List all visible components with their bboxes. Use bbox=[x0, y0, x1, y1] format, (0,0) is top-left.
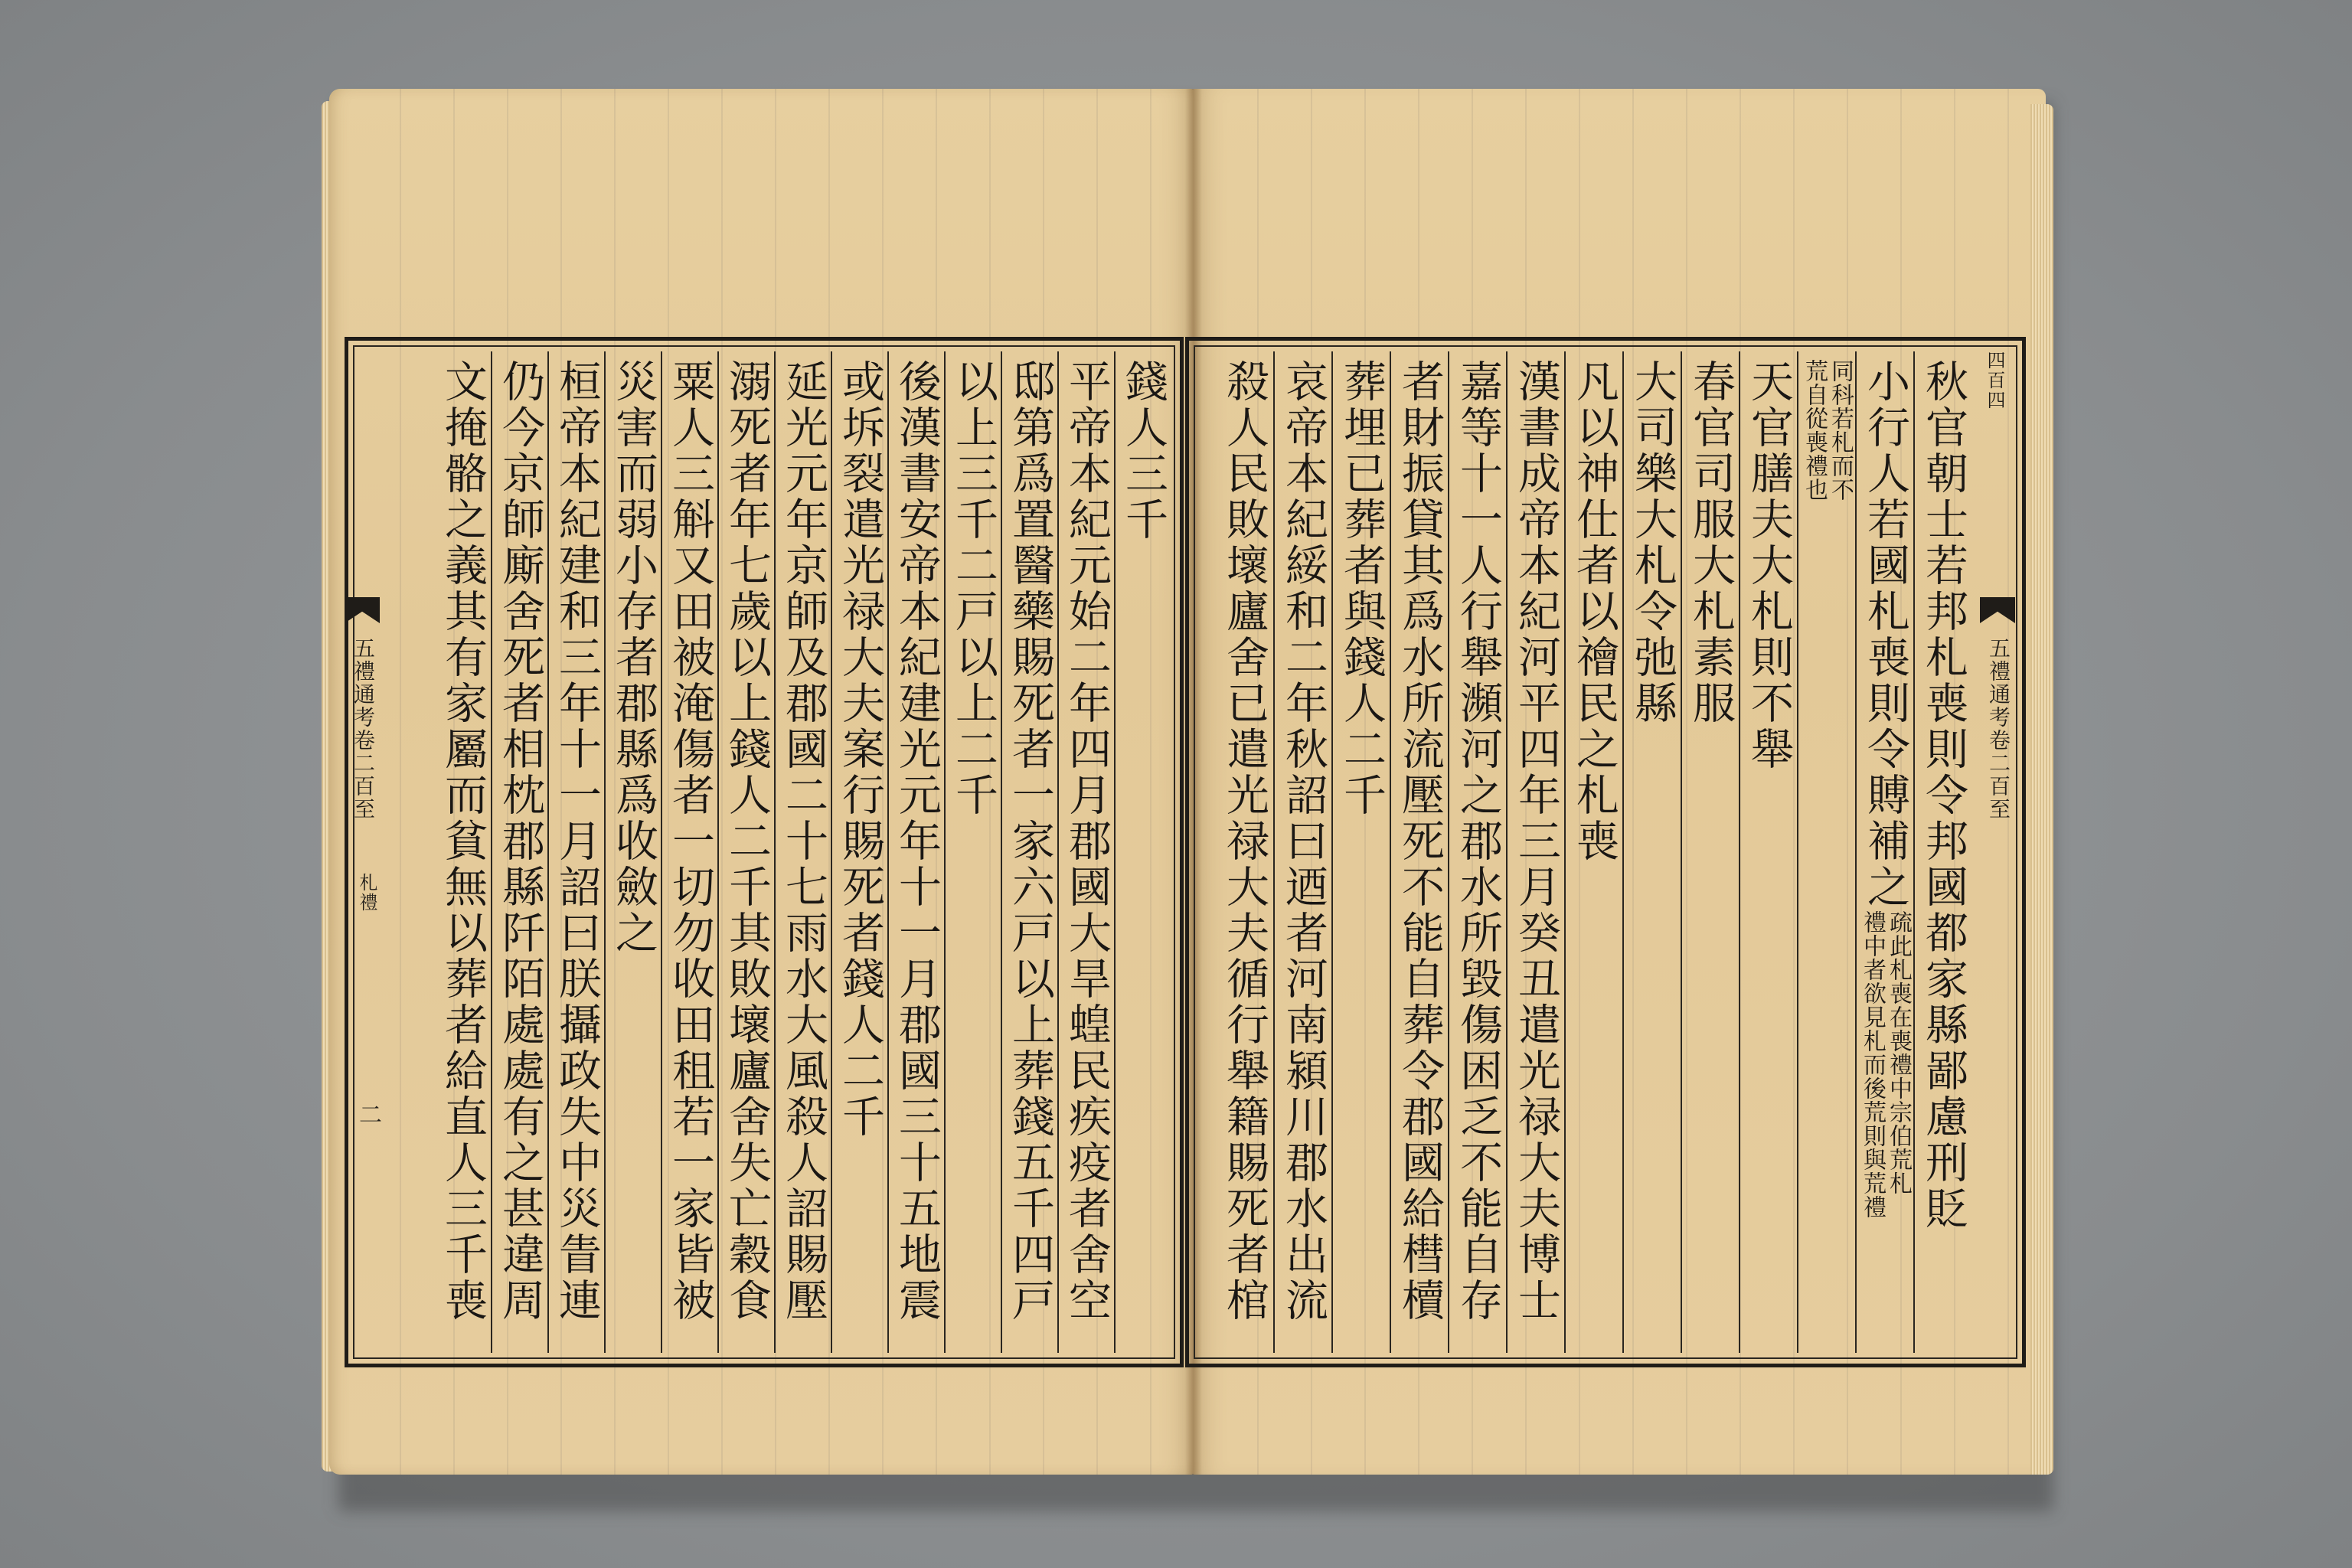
column bbox=[1331, 351, 1390, 1353]
note-line: 荒自從喪禮也 bbox=[1801, 359, 1828, 501]
column bbox=[1448, 351, 1506, 1353]
column-text: 仍今京師廝舍死者相枕郡縣阡陌處處有之甚違周 bbox=[495, 359, 545, 1324]
column bbox=[1215, 351, 1273, 1353]
column bbox=[1506, 351, 1564, 1353]
column-text: 凡以神仕者以禬民之札喪 bbox=[1570, 359, 1619, 864]
column-text: 小行人若國札喪則令賻補之 bbox=[1860, 359, 1910, 910]
column bbox=[604, 351, 661, 1353]
right-fold-title: 五禮通考卷二百至 bbox=[1986, 637, 2011, 821]
column bbox=[831, 351, 887, 1353]
column bbox=[1622, 351, 1681, 1353]
column bbox=[1564, 351, 1622, 1353]
column-text: 或坼裂遣光禄大夫案行賜死者錢人二千 bbox=[835, 359, 885, 1140]
column-with-note bbox=[1859, 359, 1912, 1353]
left-text-frame bbox=[345, 337, 1184, 1367]
column bbox=[661, 351, 717, 1353]
column bbox=[547, 351, 604, 1353]
column bbox=[887, 351, 944, 1353]
column-text: 以上三千二戸以上二千 bbox=[949, 359, 998, 818]
fish-tail-mark bbox=[345, 597, 380, 623]
column bbox=[944, 351, 1001, 1353]
column-text: 文掩骼之義其有家屬而貧無以葬者給直人三千喪 bbox=[438, 359, 488, 1324]
column-text: 漢書成帝本紀河平四年三月癸丑遣光禄大夫博士 bbox=[1511, 359, 1561, 1324]
column bbox=[1001, 351, 1057, 1353]
left-fold-section: 札禮 bbox=[356, 873, 377, 913]
column-text: 溺死者年七歲以上錢人二千其敗壞廬舍失亡穀食 bbox=[722, 359, 772, 1324]
left-columns bbox=[396, 351, 1171, 1353]
column-text: 秋官朝士若邦札喪則令邦國都家縣鄙慮刑貶 bbox=[1919, 359, 1968, 1232]
column bbox=[1273, 351, 1331, 1353]
column bbox=[1390, 351, 1448, 1353]
column bbox=[1057, 351, 1114, 1353]
column-text: 邸第爲置醫藥賜死者一家六戸以上葬錢五千四戸 bbox=[1005, 359, 1055, 1324]
column bbox=[1739, 351, 1797, 1353]
column-text: 殺人民敗壞廬舍已遣光禄大夫循行舉籍賜死者棺 bbox=[1220, 359, 1269, 1324]
column bbox=[491, 351, 547, 1353]
column-text: 者財振貸其爲水所流壓死不能自葬令郡國給槥櫝 bbox=[1395, 359, 1445, 1324]
column-text: 延光元年京師及郡國二十七雨水大風殺人詔賜壓 bbox=[779, 359, 828, 1324]
left-fold-title: 五禮通考卷二百至 bbox=[351, 637, 376, 821]
column-text: 錢人三千 bbox=[1119, 359, 1168, 543]
left-page-number: 二 bbox=[354, 1102, 381, 1125]
column bbox=[1797, 351, 1855, 1353]
note-line: 禮中者欲見札而後荒則與荒禮 bbox=[1859, 910, 1886, 1219]
right-columns bbox=[1198, 351, 1971, 1353]
right-text-frame bbox=[1185, 337, 2026, 1367]
column-text: 天官膳夫大札則不舉 bbox=[1744, 359, 1794, 773]
column bbox=[1855, 351, 1913, 1353]
column bbox=[1114, 351, 1171, 1353]
fore-edge bbox=[2030, 104, 2053, 1475]
double-line-note bbox=[1859, 910, 1912, 1219]
column bbox=[774, 351, 831, 1353]
note-line: 同科若札而不 bbox=[1827, 359, 1854, 501]
column-text: 災害而弱小存者郡縣爲收斂之 bbox=[609, 359, 658, 956]
column bbox=[434, 351, 491, 1353]
column bbox=[1681, 351, 1739, 1353]
double-line-note bbox=[1801, 359, 1854, 1353]
column-text: 葬埋已葬者與錢人二千 bbox=[1337, 359, 1387, 818]
column-text: 後漢書安帝本紀建光元年十一月郡國三十五地震 bbox=[892, 359, 942, 1324]
column bbox=[717, 351, 774, 1353]
right-fold-column bbox=[1978, 337, 2017, 1360]
column bbox=[1913, 351, 1971, 1353]
column-text: 桓帝本紀建和三年十一月詔曰朕攝政失中災眚連 bbox=[552, 359, 602, 1324]
column-text: 平帝本紀元始二年四月郡國大旱蝗民疾疫者舍空 bbox=[1062, 359, 1112, 1324]
column-text: 春官司服大札素服 bbox=[1686, 359, 1736, 727]
fish-tail-mark bbox=[1980, 597, 2015, 623]
right-fold-page: 四百四 bbox=[1984, 351, 2005, 410]
column-text: 粟人三斛又田被淹傷者一切勿收田租若一家皆被 bbox=[665, 359, 715, 1324]
column-text: 嘉等十一人行舉瀕河之郡水所毀傷困乏不能自存 bbox=[1453, 359, 1503, 1324]
left-fold-column bbox=[343, 337, 381, 1360]
column-text: 哀帝本紀綏和二年秋詔曰迺者河南潁川郡水出流 bbox=[1279, 359, 1328, 1324]
column-text: 大司樂大札令弛縣 bbox=[1628, 359, 1677, 727]
note-line: 疏此札喪在喪禮中宗伯荒札 bbox=[1885, 910, 1912, 1195]
